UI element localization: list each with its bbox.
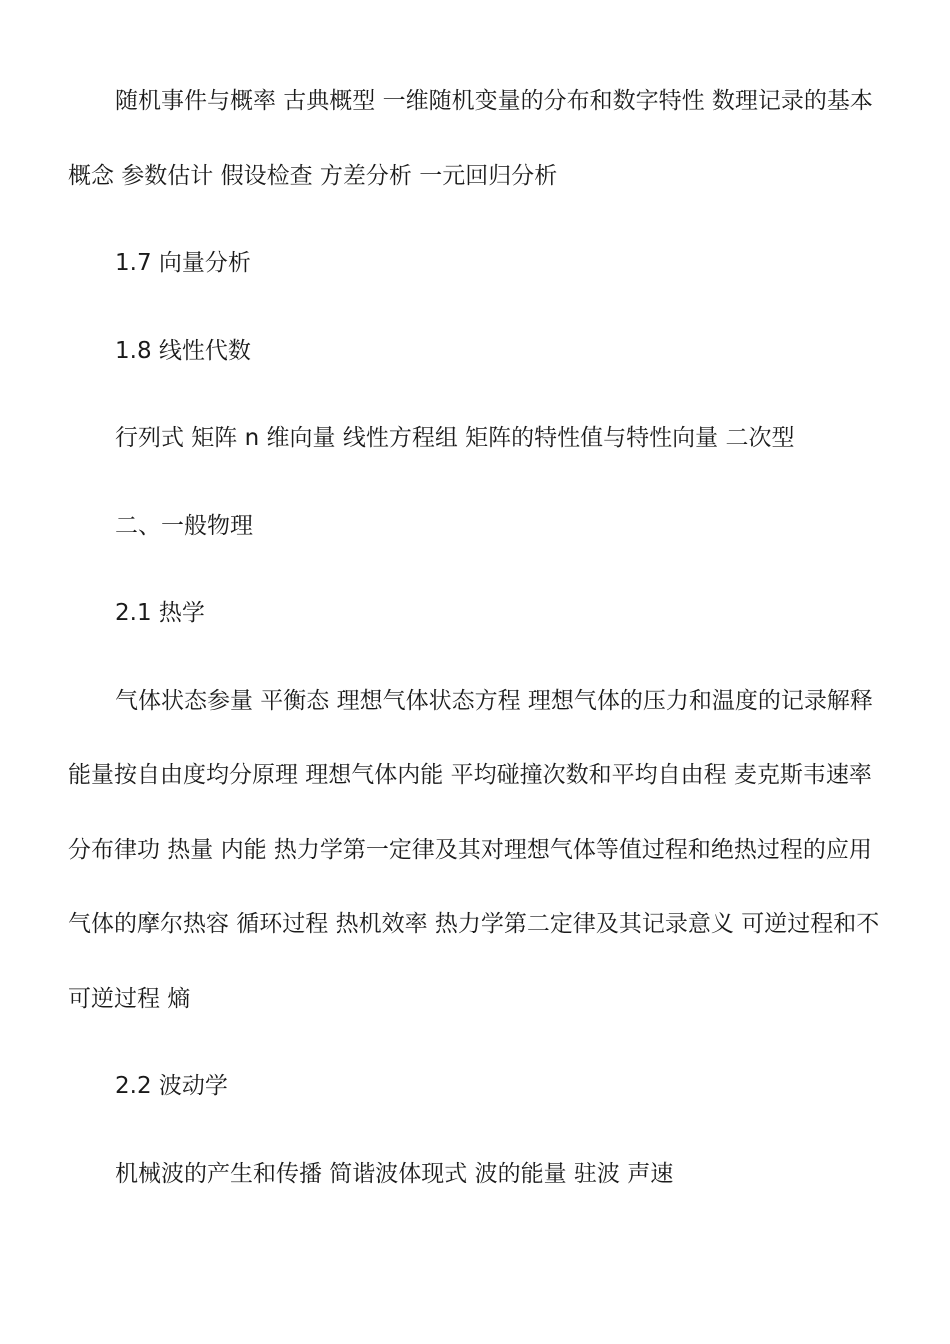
spacer <box>68 1124 882 1137</box>
paragraph-probability-statistics: 随机事件与概率 古典概型 一维随机变量的分布和数字特性 数理记录的基本概念 参数估计 假设检查 方差分析 一元回归分析 <box>68 88 873 189</box>
paragraph-thermodynamics: 气体状态参量 平衡态 理想气体状态方程 理想气体的压力和温度的记录解释 能量按自由度均分原理 理想气体内能 平均碰撞次数和平均自由程 麦克斯韦速率分布律功 热量 内能 热力学第一定律及其对理想气体等值过程和绝热过程的应用 气体的摩尔热容 循环过程 热机效率 热力学第二定律及其记录意义 可逆过程和不可逆过程 熵 <box>68 687 880 1012</box>
section-heading-vector-analysis: 1.7 向量分析 <box>115 250 251 276</box>
section-heading-linear-algebra: 1.8 线性代数 <box>115 337 251 364</box>
section-heading-thermodynamics: 2.1 热学 <box>115 600 205 626</box>
spacer <box>68 563 882 576</box>
paragraph-wave-mechanics: 机械波的产生和传播 简谐波体现式 波的能量 驻波 声速 <box>115 1160 674 1187</box>
spacer <box>68 301 882 314</box>
spacer <box>68 476 882 489</box>
spacer <box>68 388 882 401</box>
spacer <box>68 651 882 664</box>
spacer <box>68 1036 882 1049</box>
paragraph-linear-algebra: 行列式 矩阵 n 维向量 线性方程组 矩阵的特性值与特性向量 二次型 <box>115 425 795 451</box>
chapter-heading-general-physics: 二、一般物理 <box>115 512 253 539</box>
section-heading-wave-mechanics: 2.2 波动学 <box>115 1073 228 1099</box>
document-page <box>68 64 882 1211</box>
spacer <box>68 213 882 226</box>
